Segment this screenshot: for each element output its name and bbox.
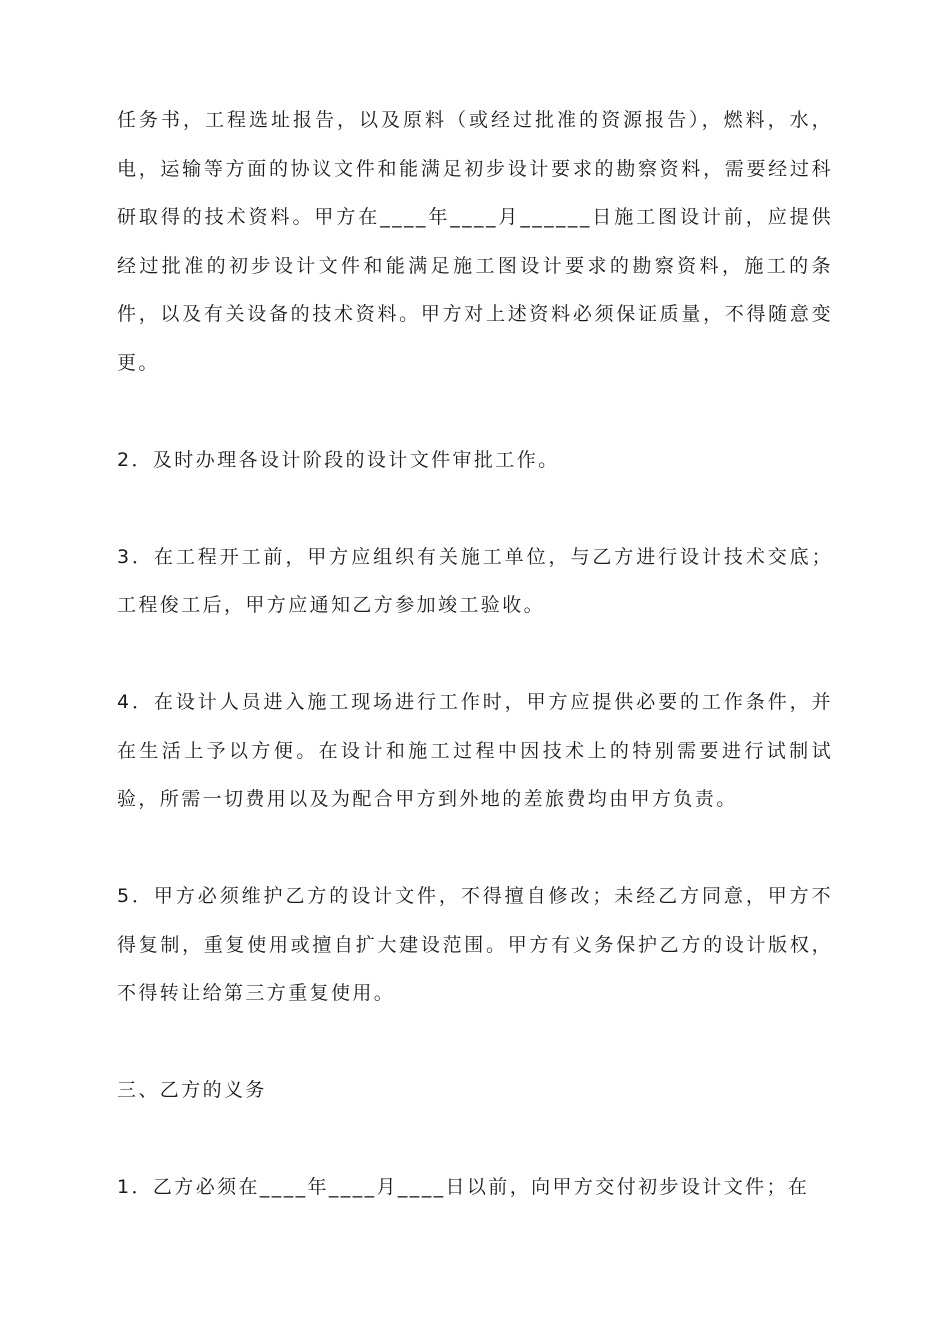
- paragraph-gap: [117, 1018, 833, 1067]
- paragraph-site-conditions: 4．在设计人员进入施工现场进行工作时，甲方应提供必要的工作条件，并在生活上予以方便。在设计和施工过程中因技术上的特别需要进行试制试验，所需一切费用以及为配合甲方到外地的差旅费均由甲方负责。: [117, 691, 833, 810]
- paragraph-gap: [117, 484, 833, 533]
- paragraph-gap: [117, 824, 833, 873]
- paragraph-technical-briefing: 3．在工程开工前，甲方应组织有关施工单位，与乙方进行设计技术交底；工程俊工后，甲方应通知乙方参加竣工验收。: [117, 545, 833, 616]
- paragraph-approval: 2．及时办理各设计阶段的设计文件审批工作。: [117, 448, 560, 471]
- paragraph-delivery-deadline: 1．乙方必须在____年____月____日以前，向甲方交付初步设计文件；在: [117, 1176, 810, 1198]
- paragraph-party-a-materials: 任务书，工程选址报告，以及原料（或经过批准的资源报告），燃料，水，电，运输等方面的协议文件和能满足初步设计要求的勘察资料，需要经过科研取得的技术资料。甲方在____年____月______日施工图设计前，应提供经过批准的初步设计文件和能满足施工图设计要求的勘察资料，施工的条件，以及有关设备的技术资料。甲方对上述资料必须保证质量，不得随意变更。: [117, 109, 833, 374]
- document-page: [117, 96, 833, 1212]
- section-heading-party-b-duties: 三、乙方的义务: [117, 1079, 267, 1101]
- paragraph-gap: [117, 387, 833, 436]
- paragraph-gap: [117, 630, 833, 679]
- paragraph-copyright: 5．甲方必须维护乙方的设计文件，不得擅自修改；未经乙方同意，甲方不得复制，重复使用或擅自扩大建设范围。甲方有义务保护乙方的设计版权，不得转让给第三方重复使用。: [117, 885, 833, 1004]
- paragraph-gap: [117, 1115, 833, 1164]
